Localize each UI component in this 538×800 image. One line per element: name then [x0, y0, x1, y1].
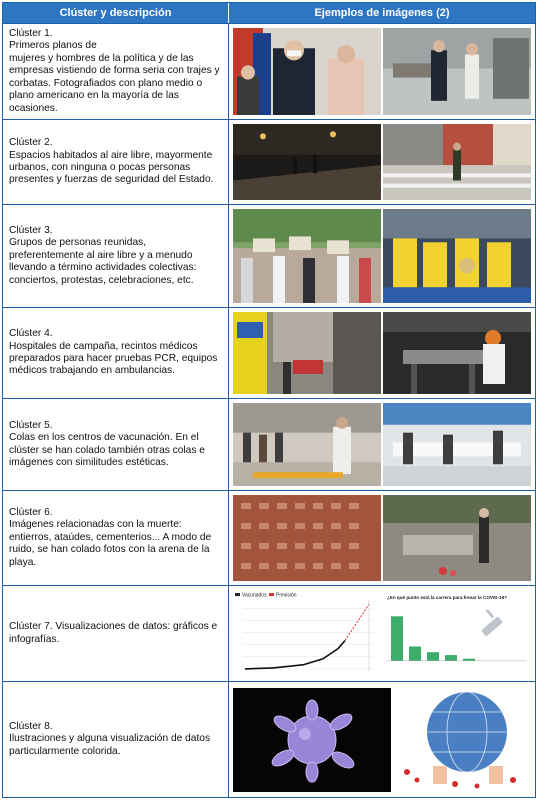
example-photo-medical-team	[383, 312, 531, 394]
bar-2	[427, 652, 439, 661]
legend-vacunados: Vacunados	[242, 592, 267, 599]
bar-series	[391, 616, 475, 661]
cluster-description: Clúster 3. Grupos de personas reunidas, preferentemente al aire libre y a menudo llevando a término actividades colectivas: conciertos, protestas, celebraciones, etc.	[3, 205, 229, 307]
cluster-description: Clúster 6. Imágenes relacionadas con la muerte: entierros, ataúdes, cementerios... A modo de ruido, se han colado fotos con la arena de la playa.	[3, 491, 229, 585]
legend-prevision: Previsión	[276, 592, 297, 599]
image-examples	[229, 205, 535, 307]
table-row	[3, 204, 535, 307]
example-photo-police-street	[383, 124, 531, 200]
table-header	[3, 3, 535, 23]
bar-4	[463, 659, 475, 661]
example-illustration-virus	[233, 688, 391, 792]
cluster-description: Clúster 4. Hospitales de campaña, recintos médicos preparados para hacer pruebas PCR, equipos médicos trabajando en ambulancias.	[3, 308, 229, 398]
cluster-description: Clúster 2. Espacios habitados al aire libre, mayormente urbanos, con ninguna o pocas personas presentes y fuerzas de seguridad del Estado.	[3, 120, 229, 204]
example-chart-covid-race	[383, 590, 531, 677]
bar-1	[409, 646, 421, 660]
image-examples	[229, 120, 535, 204]
example-photo-politicians	[233, 28, 381, 115]
table-row	[3, 490, 535, 585]
image-examples	[229, 24, 535, 119]
example-illustration-globe	[393, 688, 531, 792]
series-prevision-line	[345, 604, 369, 640]
header-cluster-description: Clúster y descripción	[3, 3, 229, 23]
cluster-description: Clúster 7. Visualizaciones de datos: gráficos e infografías.	[3, 586, 229, 681]
example-chart-vaccination-line	[233, 590, 381, 677]
image-examples	[229, 399, 535, 490]
table-row	[3, 585, 535, 681]
table-row	[3, 398, 535, 490]
example-photo-night-street	[233, 124, 381, 200]
example-photo-cemetery	[383, 495, 531, 581]
example-photo-celebration	[383, 209, 531, 303]
bar-0	[391, 616, 403, 661]
cluster-description: Clúster 1. Primeros planos de mujeres y hombres de la política y de las empresas vistiendo de forma seria con trajes y corbatas. Fotografiados con plano medio o plano americano en la mayoría de las ocasiones.	[3, 24, 229, 119]
image-examples	[229, 491, 535, 585]
example-photo-vaccination-center	[383, 403, 531, 486]
cluster-description: Clúster 8. Ilustraciones y alguna visualización de datos particularmente colorida.	[3, 682, 229, 797]
table-row	[3, 119, 535, 204]
example-photo-protest	[233, 209, 381, 303]
image-examples	[229, 682, 535, 797]
example-photo-ambulance	[233, 312, 381, 394]
cluster-table	[2, 2, 536, 798]
cluster-description: Clúster 5. Colas en los centros de vacunación. En el clúster se han colado también otras colas e imágenes con similitudes estéticas.	[3, 399, 229, 490]
table-row	[3, 307, 535, 398]
chart-title: ¿En qué punto está la carrera para frenar la COVID-19?	[387, 595, 507, 601]
image-examples	[229, 586, 535, 681]
image-examples	[229, 308, 535, 398]
table-row	[3, 681, 535, 797]
example-photo-vaccination-queue	[233, 403, 381, 486]
header-image-examples: Ejemplos de imágenes (2)	[314, 7, 450, 19]
example-photo-meeting	[383, 28, 531, 115]
table-row	[3, 23, 535, 119]
bar-3	[445, 655, 457, 661]
example-photo-graves	[233, 495, 381, 581]
